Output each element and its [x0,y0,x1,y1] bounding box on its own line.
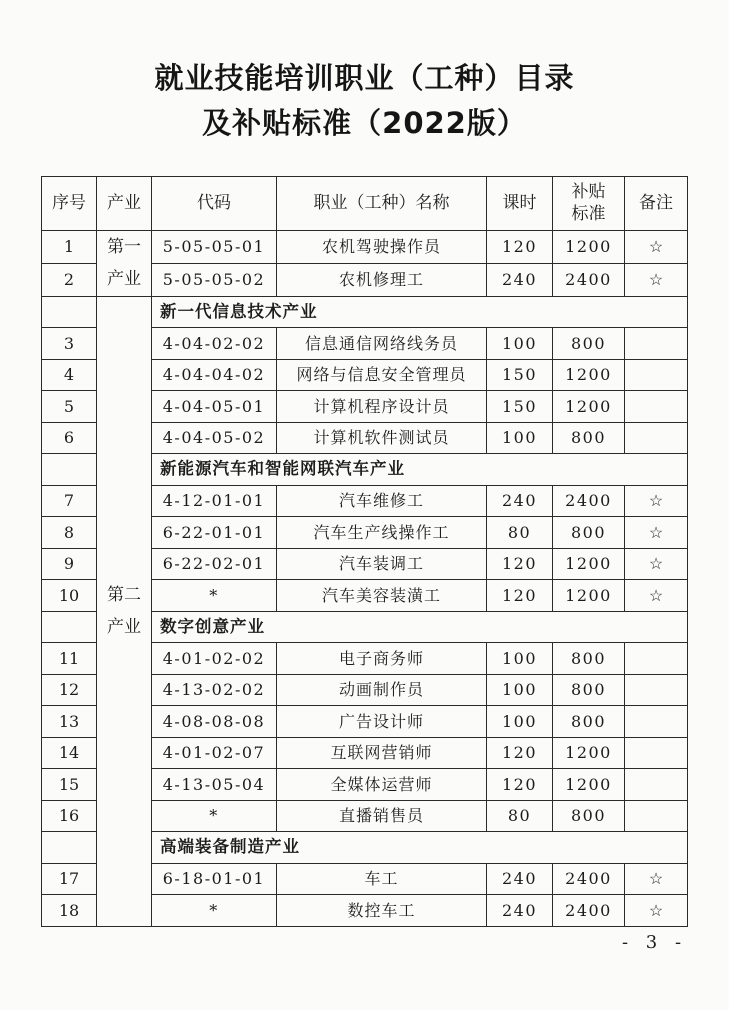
row-subsidy: 800 [553,706,625,738]
row-name: 互联网营销师 [277,737,487,769]
row-subsidy: 800 [553,643,625,675]
row-subsidy: 1200 [553,548,625,580]
row-code: 4-04-04-02 [152,359,277,391]
row-name: 车工 [277,863,487,895]
section-seq-cell [42,454,97,486]
row-hours: 120 [487,548,553,580]
row-name: 数控车工 [277,895,487,927]
header-hours: 课时 [487,177,553,231]
row-note [625,674,688,706]
row-subsidy: 800 [553,328,625,360]
industry-secondary-line: 第二 [107,584,141,605]
row-name: 网络与信息安全管理员 [277,359,487,391]
row-name: 汽车美容装潢工 [277,580,487,612]
header-subsidy-line2: 标准 [571,203,606,224]
row-hours: 240 [487,895,553,927]
row-subsidy: 1200 [553,231,625,264]
section-title: 新能源汽车和智能网联汽车产业 [152,454,688,486]
row-seq: 14 [42,737,97,769]
row-code: 4-13-02-02 [152,674,277,706]
row-subsidy: 800 [553,674,625,706]
section-title: 数字创意产业 [152,611,688,643]
row-hours: 100 [487,643,553,675]
row-seq: 17 [42,863,97,895]
row-seq: 9 [42,548,97,580]
row-note: ☆ [625,485,688,517]
row-code: 5-05-05-01 [152,231,277,264]
row-note: ☆ [625,895,688,927]
page-number: - 3 - [622,932,688,953]
row-hours: 120 [487,580,553,612]
row-seq: 5 [42,391,97,423]
table-row [42,231,688,264]
row-subsidy: 1200 [553,737,625,769]
row-seq: 8 [42,517,97,549]
row-hours: 240 [487,863,553,895]
row-subsidy: 2400 [553,263,625,296]
row-seq: 16 [42,800,97,832]
row-code: * [152,800,277,832]
row-seq: 10 [42,580,97,612]
header-note: 备注 [625,177,688,231]
row-code: 4-12-01-01 [152,485,277,517]
row-hours: 120 [487,769,553,801]
row-note [625,328,688,360]
row-name: 直播销售员 [277,800,487,832]
header-seq: 序号 [42,177,97,231]
row-note [625,422,688,454]
row-code: 4-08-08-08 [152,706,277,738]
row-seq: 3 [42,328,97,360]
row-code: 4-04-02-02 [152,328,277,360]
row-hours: 100 [487,706,553,738]
row-seq: 6 [42,422,97,454]
row-seq: 1 [42,231,97,264]
row-note: ☆ [625,580,688,612]
section-seq-cell [42,296,97,328]
row-seq: 2 [42,263,97,296]
section-seq-cell [42,611,97,643]
row-name: 汽车装调工 [277,548,487,580]
row-note: ☆ [625,263,688,296]
industry-secondary [97,296,152,926]
row-code: 4-04-05-01 [152,391,277,423]
row-note: ☆ [625,863,688,895]
row-hours: 120 [487,231,553,264]
row-name: 广告设计师 [277,706,487,738]
row-code: 5-05-05-02 [152,263,277,296]
row-name: 动画制作员 [277,674,487,706]
row-hours: 100 [487,422,553,454]
row-hours: 80 [487,517,553,549]
row-hours: 150 [487,391,553,423]
row-subsidy: 1200 [553,391,625,423]
row-note [625,737,688,769]
row-subsidy: 2400 [553,895,625,927]
row-hours: 240 [487,263,553,296]
row-seq: 13 [42,706,97,738]
row-subsidy: 800 [553,800,625,832]
row-note: ☆ [625,231,688,264]
industry-secondary-line: 产业 [107,617,141,638]
row-note [625,800,688,832]
row-note [625,706,688,738]
header-subsidy-line1: 补贴 [571,182,606,203]
row-code: 4-13-05-04 [152,769,277,801]
row-note: ☆ [625,517,688,549]
row-hours: 240 [487,485,553,517]
header-subsidy [553,177,625,231]
row-name: 计算机软件测试员 [277,422,487,454]
row-code: * [152,580,277,612]
row-code: 4-01-02-02 [152,643,277,675]
row-name: 电子商务师 [277,643,487,675]
row-name: 计算机程序设计员 [277,391,487,423]
row-code: 6-22-02-01 [152,548,277,580]
industry-primary-line: 产业 [107,269,141,290]
document-title-line1: 就业技能培训职业（工种）目录 [154,61,575,95]
industry-primary-line: 第一 [107,237,141,257]
row-hours: 100 [487,674,553,706]
row-name: 汽车维修工 [277,485,487,517]
industry-primary [97,231,152,297]
row-note [625,769,688,801]
row-name: 信息通信网络线务员 [277,328,487,360]
header-industry: 产业 [97,177,152,231]
table-header-row [42,177,688,231]
row-subsidy: 1200 [553,359,625,391]
row-code: * [152,895,277,927]
row-code: 4-01-02-07 [152,737,277,769]
row-hours: 100 [487,328,553,360]
row-seq: 12 [42,674,97,706]
row-hours: 120 [487,737,553,769]
row-subsidy: 1200 [553,580,625,612]
row-name: 农机驾驶操作员 [277,231,487,264]
row-hours: 80 [487,800,553,832]
row-note: ☆ [625,548,688,580]
row-seq: 18 [42,895,97,927]
row-note [625,643,688,675]
row-code: 4-04-05-02 [152,422,277,454]
occupation-table [41,176,688,927]
row-seq: 4 [42,359,97,391]
row-name: 汽车生产线操作工 [277,517,487,549]
row-name: 农机修理工 [277,263,487,296]
section-seq-cell [42,832,97,864]
section-title: 高端装备制造产业 [152,832,688,864]
header-code: 代码 [152,177,277,231]
row-code: 6-18-01-01 [152,863,277,895]
row-subsidy: 2400 [553,863,625,895]
row-subsidy: 2400 [553,485,625,517]
row-note [625,359,688,391]
row-seq: 7 [42,485,97,517]
row-seq: 11 [42,643,97,675]
section-row [42,296,688,328]
row-name: 全媒体运营师 [277,769,487,801]
section-title: 新一代信息技术产业 [152,296,688,328]
row-note [625,391,688,423]
document-title-line2: 及补贴标准（2022版） [202,106,527,140]
row-subsidy: 800 [553,517,625,549]
row-subsidy: 1200 [553,769,625,801]
row-seq: 15 [42,769,97,801]
row-hours: 150 [487,359,553,391]
row-code: 6-22-01-01 [152,517,277,549]
row-subsidy: 800 [553,422,625,454]
header-name: 职业（工种）名称 [277,177,487,231]
